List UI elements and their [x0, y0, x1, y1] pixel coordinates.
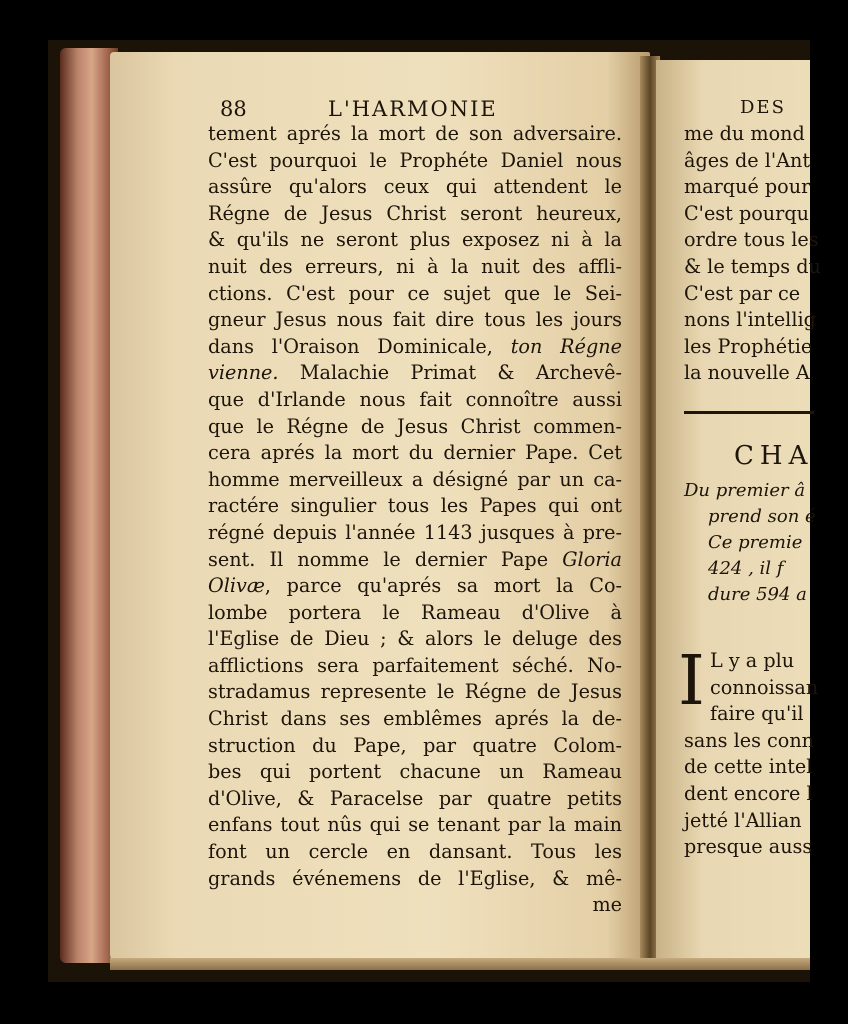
left-page-body: [208, 121, 622, 892]
text-line: connoissan: [710, 675, 819, 699]
text-line: Christ dans ses emblêmes aprés la de-: [208, 707, 622, 731]
text-line: jetté l'Allian: [684, 808, 802, 832]
text-line: régné depuis l'année 1143 jusques à pre-: [208, 520, 622, 544]
text-line: que le Régne de Jesus Christ commen-: [208, 414, 622, 438]
text-line: dent encore l: [684, 781, 813, 805]
text-line: cera aprés la mort du dernier Pape. Cet: [208, 441, 622, 465]
catchword: me: [592, 893, 622, 917]
page-number: 88: [220, 97, 247, 121]
text-line: C'est pourquoi le Prophéte Daniel nous: [208, 148, 622, 172]
chapter-summary: [684, 478, 814, 608]
text-line: C'est par ce: [684, 281, 801, 305]
summary-line: 424 , il f: [708, 557, 784, 579]
text-line: & qu'ils ne seront plus exposez ni à la: [208, 228, 622, 252]
text-line: nons l'intellig: [684, 308, 816, 332]
running-head: L'HARMONIE: [328, 97, 498, 121]
right-page-text: [678, 95, 821, 861]
summary-line: Ce premie: [708, 531, 803, 553]
text-line: ractére singulier tous les Papes qui ont: [208, 494, 622, 518]
text-line: faire qu'il: [710, 702, 804, 726]
text-line: stradamus represente le Régne de Jesus: [208, 680, 622, 704]
chapter-body: [678, 641, 819, 861]
text-line: sent. Il nomme le dernier Pape Gloria: [208, 547, 622, 571]
text-line: L y a plu: [710, 648, 795, 672]
text-line: vienne. Malachie Primat & Archevê-: [208, 361, 622, 385]
text-line: dans l'Oraison Dominicale, ton Régne: [208, 334, 622, 358]
text-line: marqué pour: [684, 175, 811, 199]
text-line: de cette intel: [684, 755, 813, 779]
text-line: me du mond: [684, 122, 805, 145]
text-line: ordre tous les: [684, 228, 819, 252]
right-running-head: DES: [740, 97, 786, 118]
text-line: presque auss: [684, 835, 813, 859]
text-line: enfans tout nûs qui se tenant par la main: [208, 813, 622, 837]
text-line: que d'Irlande nous fait connoître aussi: [208, 387, 622, 411]
text-line: nuit des erreurs, ni à la nuit des affli-: [208, 254, 622, 278]
right-page-top-body: [684, 121, 821, 387]
chapter-rule: [684, 411, 814, 414]
text-line: lombe portera le Rameau d'Olive à: [208, 600, 622, 624]
text-line: Olivæ, parce qu'aprés sa mort la Co-: [208, 574, 622, 598]
text-line: tement aprés la mort de son adversaire.: [208, 122, 622, 145]
text-line: bes qui portent chacune un Rameau: [208, 760, 622, 784]
text-line: la nouvelle A: [684, 361, 810, 385]
text-line: C'est pourqu: [684, 201, 809, 225]
text-line: font un cercle en dansant. Tous les: [208, 840, 622, 864]
chapter-heading: CHA: [734, 440, 814, 471]
summary-line: Du premier â: [684, 479, 806, 501]
text-line: d'Olive, & Paracelse par quatre petits: [208, 786, 622, 810]
left-page-text: [208, 95, 622, 919]
summary-line: prend son é: [708, 505, 816, 527]
text-line: homme merveilleux a désigné par un ca-: [208, 467, 622, 491]
text-line: & le temps du: [684, 254, 821, 278]
text-line: afflictions sera parfaitement séché. No-: [208, 653, 622, 677]
text-line: struction du Pape, par quatre Colom-: [208, 733, 622, 757]
text-line: sans les conn: [684, 728, 815, 752]
text-line: gneur Jesus nous fait dire tous les jours: [208, 308, 622, 332]
drop-capital: I: [678, 641, 705, 721]
text-line: l'Eglise de Dieu ; & alors le deluge des: [208, 627, 622, 651]
text-line: grands événemens de l'Eglise, & mê-: [208, 866, 622, 890]
text-line: les Prophétie: [684, 334, 813, 358]
summary-line: dure 594 a: [708, 583, 807, 605]
text-line: assûre qu'alors ceux qui attendent le: [208, 175, 622, 199]
text-line: ctions. C'est pour ce sujet que le Sei-: [208, 281, 622, 305]
text-line: âges de l'Ant: [684, 148, 811, 172]
page-bottom-edge: [110, 958, 810, 970]
left-page-header: [208, 95, 622, 121]
text-line: Régne de Jesus Christ seront heureux,: [208, 201, 622, 225]
